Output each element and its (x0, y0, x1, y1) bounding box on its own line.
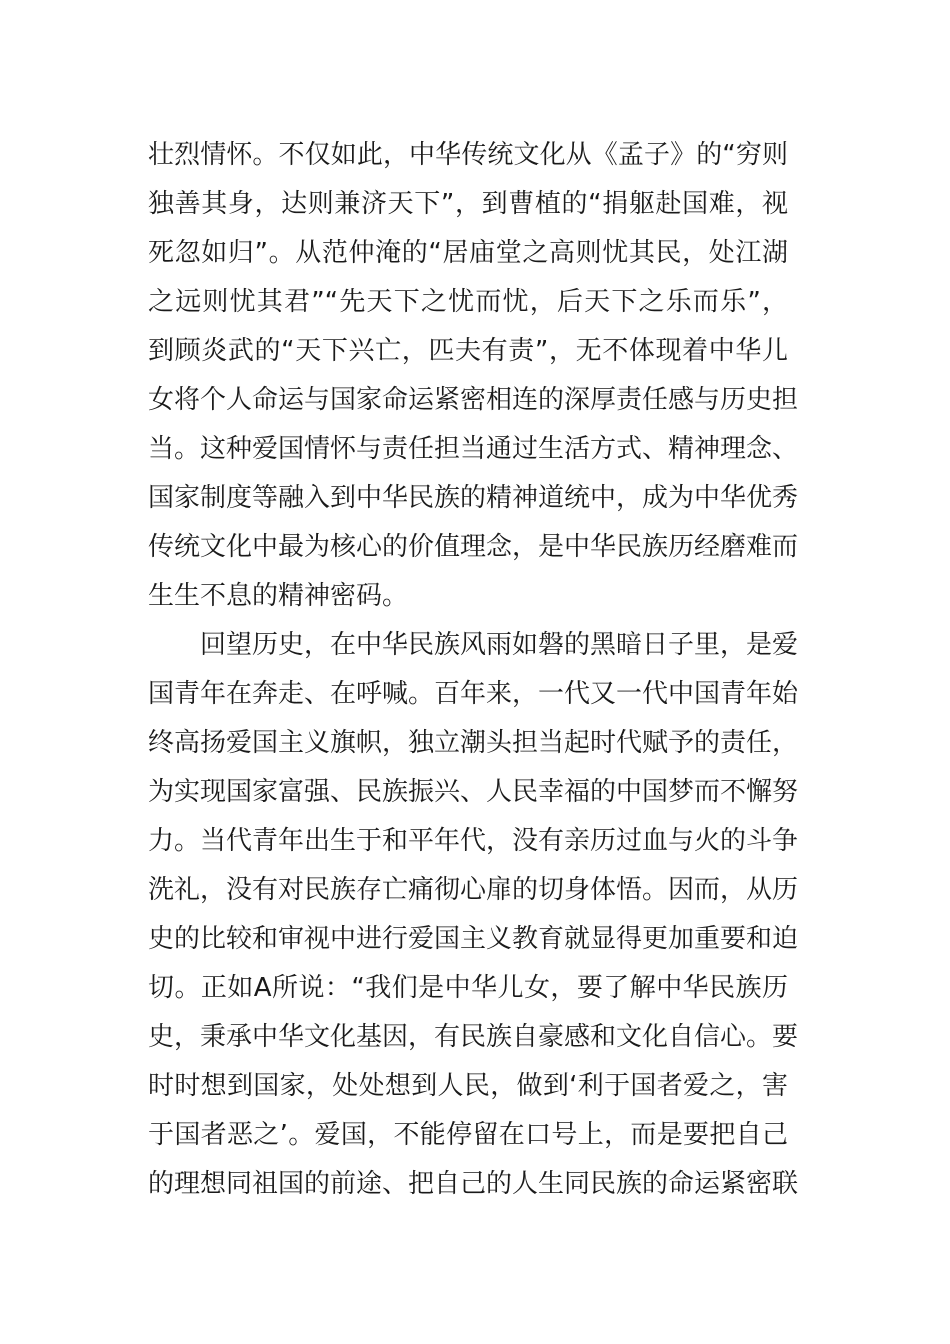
text-line: 死忽如归”。从范仲淹的“居庙堂之高则忧其民，处江湖 (148, 238, 788, 268)
text-line: 壮烈情怀。不仅如此，中华传统文化从《孟子》的“穷则 (148, 140, 788, 170)
text-line: 终高扬爱国主义旗帜，独立潮头担当起时代赋予的责任， (148, 728, 799, 758)
text-line: 的理想同祖国的前途、把自己的人生同民族的命运紧密联 (148, 1169, 799, 1199)
paragraph-2 (148, 621, 799, 1209)
text-line: 到顾炎武的“天下兴亡，匹夫有责”，无不体现着中华儿 (148, 336, 788, 366)
text-line: 当。这种爱国情怀与责任担当通过生活方式、精神理念、 (148, 434, 799, 464)
text-line: 为实现国家富强、民族振兴、人民幸福的中国梦而不懈努 (148, 777, 799, 807)
text-line: 之远则忧其君”“先天下之忧而忧，后天下之乐而乐”， (148, 287, 788, 317)
text-line: 国青年在奔走、在呼喊。百年来，一代又一代中国青年始 (148, 679, 799, 709)
body-text (148, 131, 799, 1209)
text-line: 传统文化中最为核心的价值理念，是中华民族历经磨难而 (148, 532, 799, 562)
text-line: 切。正如A所说：“我们是中华儿女，要了解中华民族历 (148, 973, 788, 1003)
text-line: 史的比较和审视中进行爱国主义教育就显得更加重要和迫 (148, 924, 799, 954)
text-line: 力。当代青年出生于和平年代，没有亲历过血与火的斗争 (148, 826, 799, 856)
text-line: 回望历史，在中华民族风雨如磐的黑暗日子里，是爱 (200, 630, 799, 660)
text-line: 生生不息的精神密码。 (148, 581, 409, 611)
text-line: 独善其身，达则兼济天下”，到曹植的“捐躯赴国难，视 (148, 189, 788, 219)
text-line: 女将个人命运与国家命运紧密相连的深厚责任感与历史担 (148, 385, 799, 415)
text-line: 于国者恶之’。爱国，不能停留在口号上，而是要把自己 (148, 1120, 788, 1150)
paragraph-1 (148, 131, 799, 621)
text-line: 洗礼，没有对民族存亡痛彻心扉的切身体悟。因而，从历 (148, 875, 799, 905)
text-line: 时时想到国家，处处想到人民，做到‘利于国者爱之，害 (148, 1071, 788, 1101)
text-line: 国家制度等融入到中华民族的精神道统中，成为中华优秀 (148, 483, 799, 513)
text-line: 史，秉承中华文化基因，有民族自豪感和文化自信心。要 (148, 1022, 799, 1052)
